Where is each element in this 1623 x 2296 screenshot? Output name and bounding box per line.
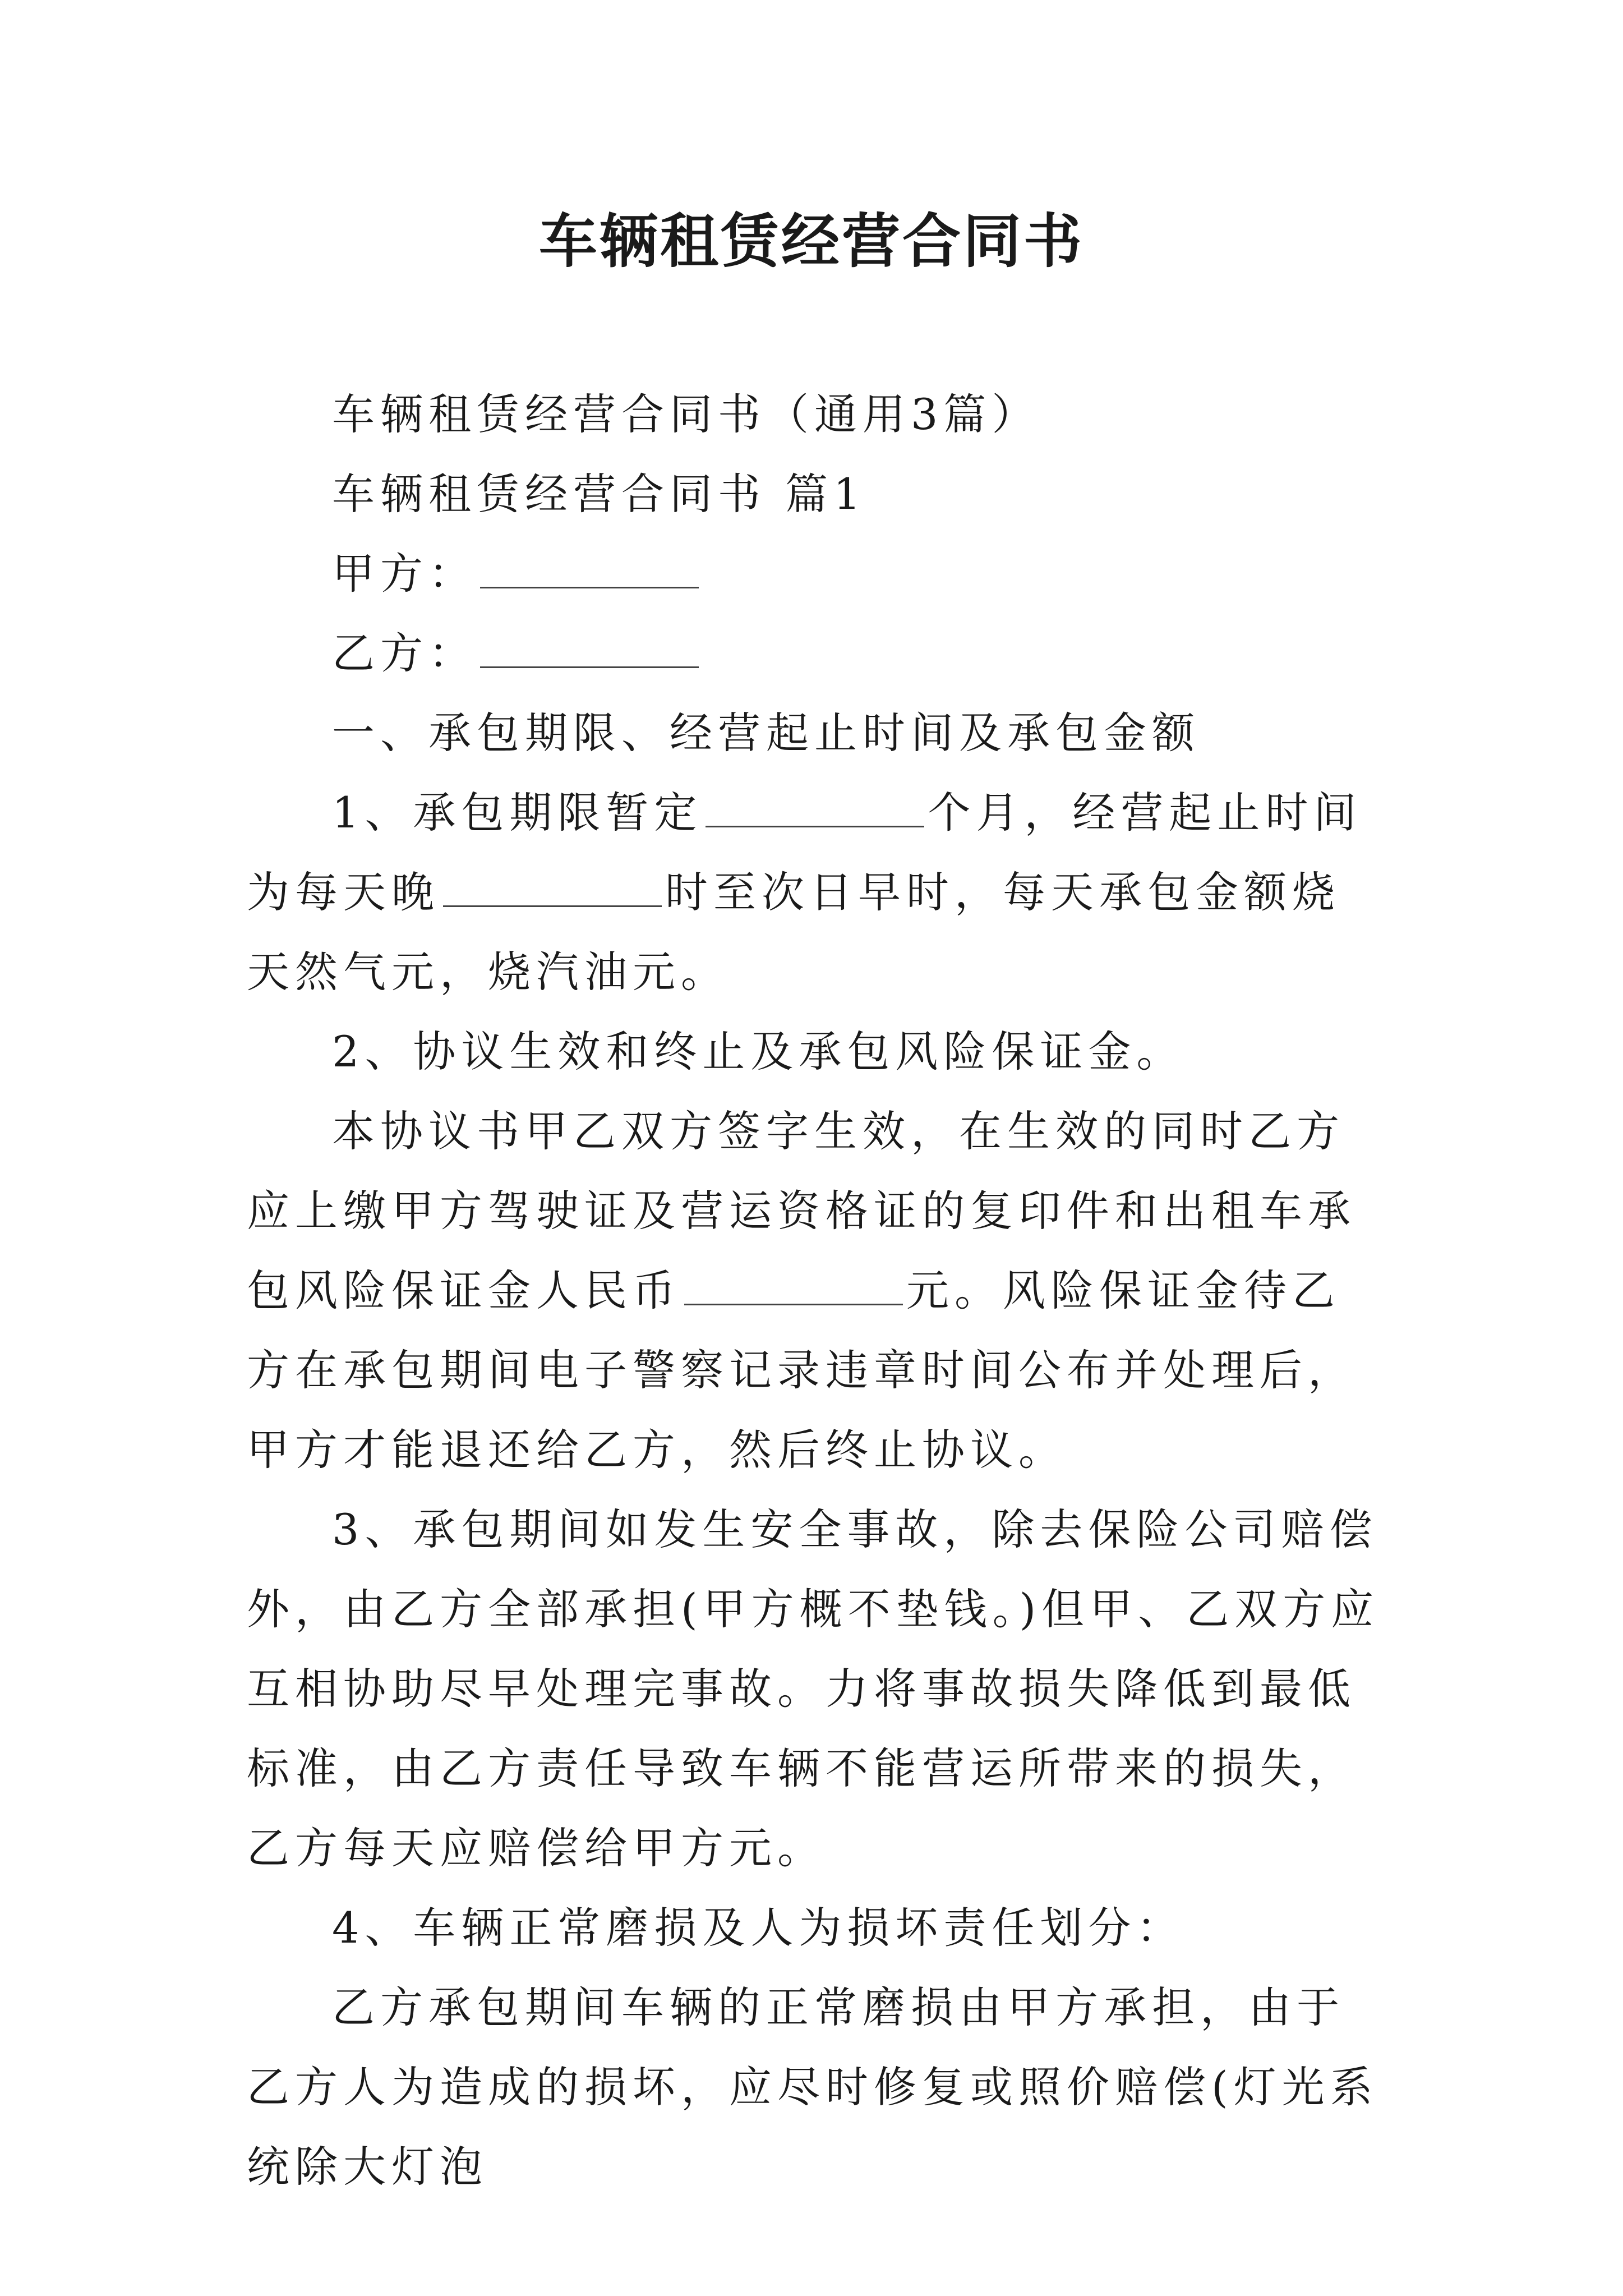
clause-2: 2、协议生效和终止及承包风险保证金。: [332, 1027, 1185, 1076]
party-a-blank: [480, 582, 699, 588]
start-hour-blank: [443, 901, 662, 907]
clause-1: [247, 773, 1385, 1012]
document-body: [247, 375, 1385, 2207]
clause-1-part-1: 1、承包期限暂定: [332, 788, 703, 838]
party-b-blank: [480, 662, 699, 668]
party-b-label: 乙方：: [332, 628, 477, 678]
clause-2-body-part-1: 本协议书甲乙双方签字生效，在生效的同时乙方应上缴甲方驾驶证及营运资格证的复印件和出租车承包风险保证金人民币: [247, 1106, 1356, 1315]
clause-4-body: 乙方承包期间车辆的正常磨损由甲方承担，由于乙方人为造成的损坏，应尽时修复或照价赔偿(灯光系统除大灯泡: [247, 1982, 1378, 2192]
party-a-line: [247, 534, 1385, 614]
term-months-blank: [706, 821, 924, 827]
clause-2-body-part-2: 元。风险保证金待乙方在承包期间电子警察记录违章时间公布并处理后，甲方才能退还给乙方，然后终止协议。: [247, 1266, 1356, 1475]
document-title: 车辆租赁经营合同书: [538, 206, 1084, 275]
chapter-heading: 车辆租赁经营合同书 篇1: [332, 469, 866, 519]
deposit-amount-blank: [684, 1299, 903, 1305]
party-a-label: 甲方：: [332, 549, 477, 599]
party-b-line: [247, 614, 1385, 693]
clause-1-part-3: 时至次日早时，每天承包金额烧天然气元，烧汽油元。: [247, 867, 1340, 997]
clause-1-part-2: 个月，经营起止时间为每天晚: [247, 788, 1362, 917]
section-1-heading: 一、承包期限、经营起止时间及承包金额: [332, 708, 1200, 758]
clause-3: 3、承包期间如发生安全事故，除去保险公司赔偿外，由乙方全部承担(甲方概不垫钱。)但甲、乙双方应互相协助尽早处理完事故。力将事故损失降低到最低标准，由乙方责任导致车辆不能营运所带来的损失，乙方每天应赔偿给甲方元。: [247, 1504, 1380, 1873]
subtitle: 车辆租赁经营合同书（通用3篇）: [332, 389, 1040, 439]
clause-2-body: [247, 1092, 1385, 1490]
clause-4: 4、车辆正常磨损及人为损坏责任划分：: [332, 1903, 1185, 1953]
